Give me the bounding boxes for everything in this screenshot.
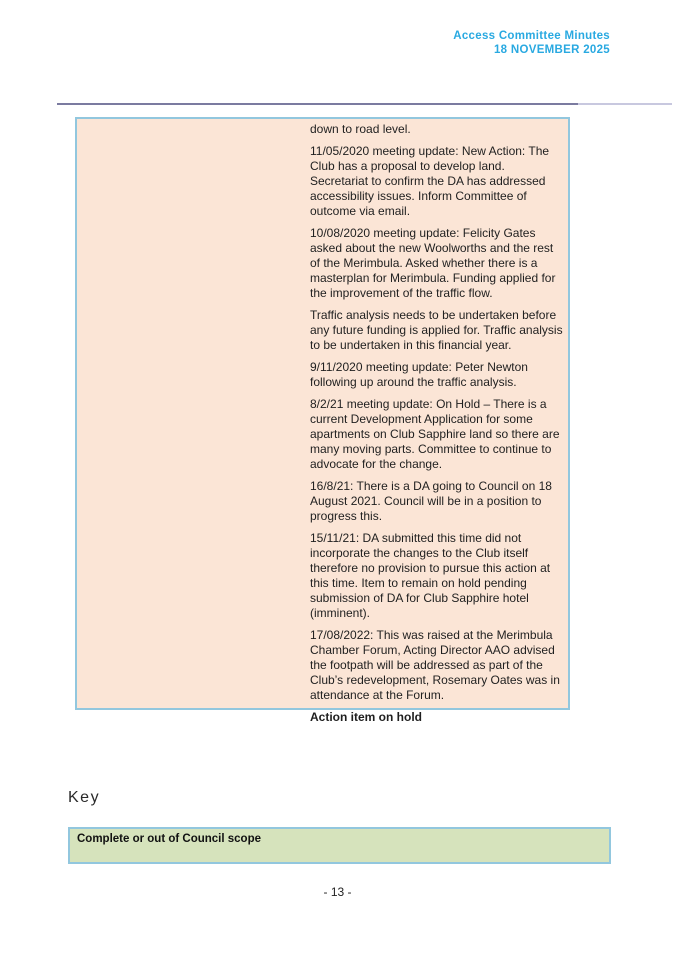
action-status-note: Action item on hold xyxy=(310,710,422,724)
header-divider-dark-segment xyxy=(57,103,578,105)
header-divider-light-segment xyxy=(578,103,672,105)
meeting-update-paragraph: 17/08/2022: This was raised at the Merimbula Chamber Forum, Acting Director AAO advised the footpath will be addressed as part of the Club’s redevelopment, Rosemary Oates was in attendance at the Forum. xyxy=(310,628,560,702)
minutes-table-cell xyxy=(75,117,570,724)
header-date: 18 NOVEMBER 2025 xyxy=(493,44,610,56)
meeting-update-paragraph: 11/05/2020 meeting update: New Action: The Club has a proposal to develop land. Secretariat to confirm the DA has addressed accessibility issues. Inform Committee of outcome via email. xyxy=(310,144,550,218)
meeting-update-paragraph: down to road level. xyxy=(310,122,411,136)
meeting-update-paragraph: Traffic analysis needs to be undertaken before any future funding is applied for. Traffic analysis to be undertaken in this financial year. xyxy=(310,308,563,352)
meeting-update-paragraph: 15/11/21: DA submitted this time did not incorporate the changes to the Club itself therefore no provision to pursue this action at this time. Item to remain on hold pending submission of DA for Club Sapphire hotel (imminent). xyxy=(310,531,551,620)
meeting-update-paragraph: 16/8/21: There is a DA going to Council on 18 August 2021. Council will be in a position to progress this. xyxy=(310,479,552,523)
legend-row-complete xyxy=(68,827,611,864)
header-divider xyxy=(57,103,672,105)
header-title: Access Committee Minutes xyxy=(453,30,610,42)
key-section-heading: Key xyxy=(68,789,101,806)
page-number: - 13 - xyxy=(323,885,352,899)
legend-label: Complete or out of Council scope xyxy=(77,833,262,845)
meeting-update-paragraph: 8/2/21 meeting update: On Hold – There is a current Development Application for some apartments on Club Sapphire land so there are many moving parts. Committee to continue to advocate for the change. xyxy=(310,397,560,471)
meeting-update-paragraph: 10/08/2020 meeting update: Felicity Gates asked about the new Woolworths and the rest of the Merimbula. Asked whether there is a masterplan for Merimbula. Funding applied for the improvement of the traffic flow. xyxy=(310,226,556,300)
page-header xyxy=(453,29,610,57)
meeting-update-paragraph: 9/11/2020 meeting update: Peter Newton following up around the traffic analysis. xyxy=(310,360,528,389)
minutes-cell-content xyxy=(310,122,564,725)
